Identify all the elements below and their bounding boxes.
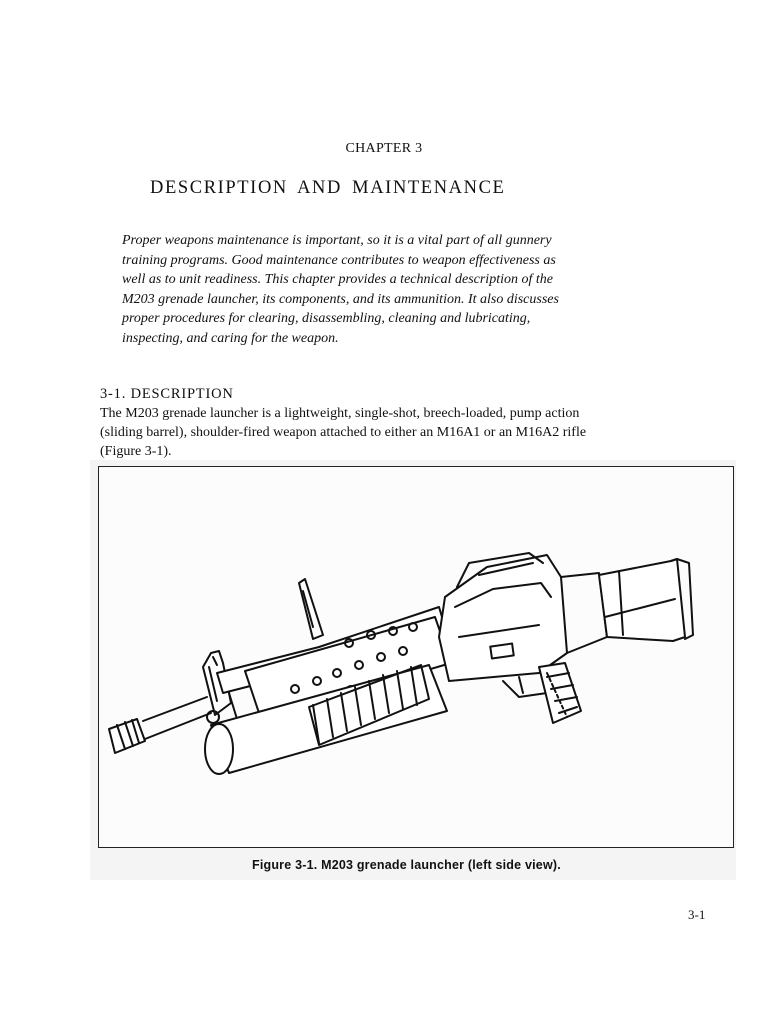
chapter-title: DESCRIPTION AND MAINTENANCE (150, 178, 506, 198)
section-text: The M203 grenade launcher is a lightweight, single-shot, breech-loaded, pump action (sliding barrel), shoulder-fired weapon attached to either an M16A1 or an M16A2 rifle (Figure 3-1). (100, 406, 587, 459)
page-number: 3-1 (688, 907, 706, 922)
figure-caption: Figure 3-1. M203 grenade launcher (left side view). (252, 858, 561, 872)
intro-paragraph (122, 231, 572, 348)
intro-text: Proper weapons maintenance is important, so it is a vital part of all gunnery training programs. Good maintenance contributes to weapon effectiveness as well as to unit readiness. This chapter provides a technical description of the M203 grenade launcher, its components, and its ammunition. It also discusses proper procedures for clearing, disassembling, cleaning and lubricating, inspecting, and caring for the weapon. (122, 233, 559, 346)
figure-frame (98, 466, 734, 848)
section-body (100, 404, 590, 461)
chapter-label: CHAPTER 3 (345, 141, 423, 156)
section-heading: 3-1. DESCRIPTION (100, 386, 234, 402)
m203-rifle-drawing (99, 467, 735, 849)
